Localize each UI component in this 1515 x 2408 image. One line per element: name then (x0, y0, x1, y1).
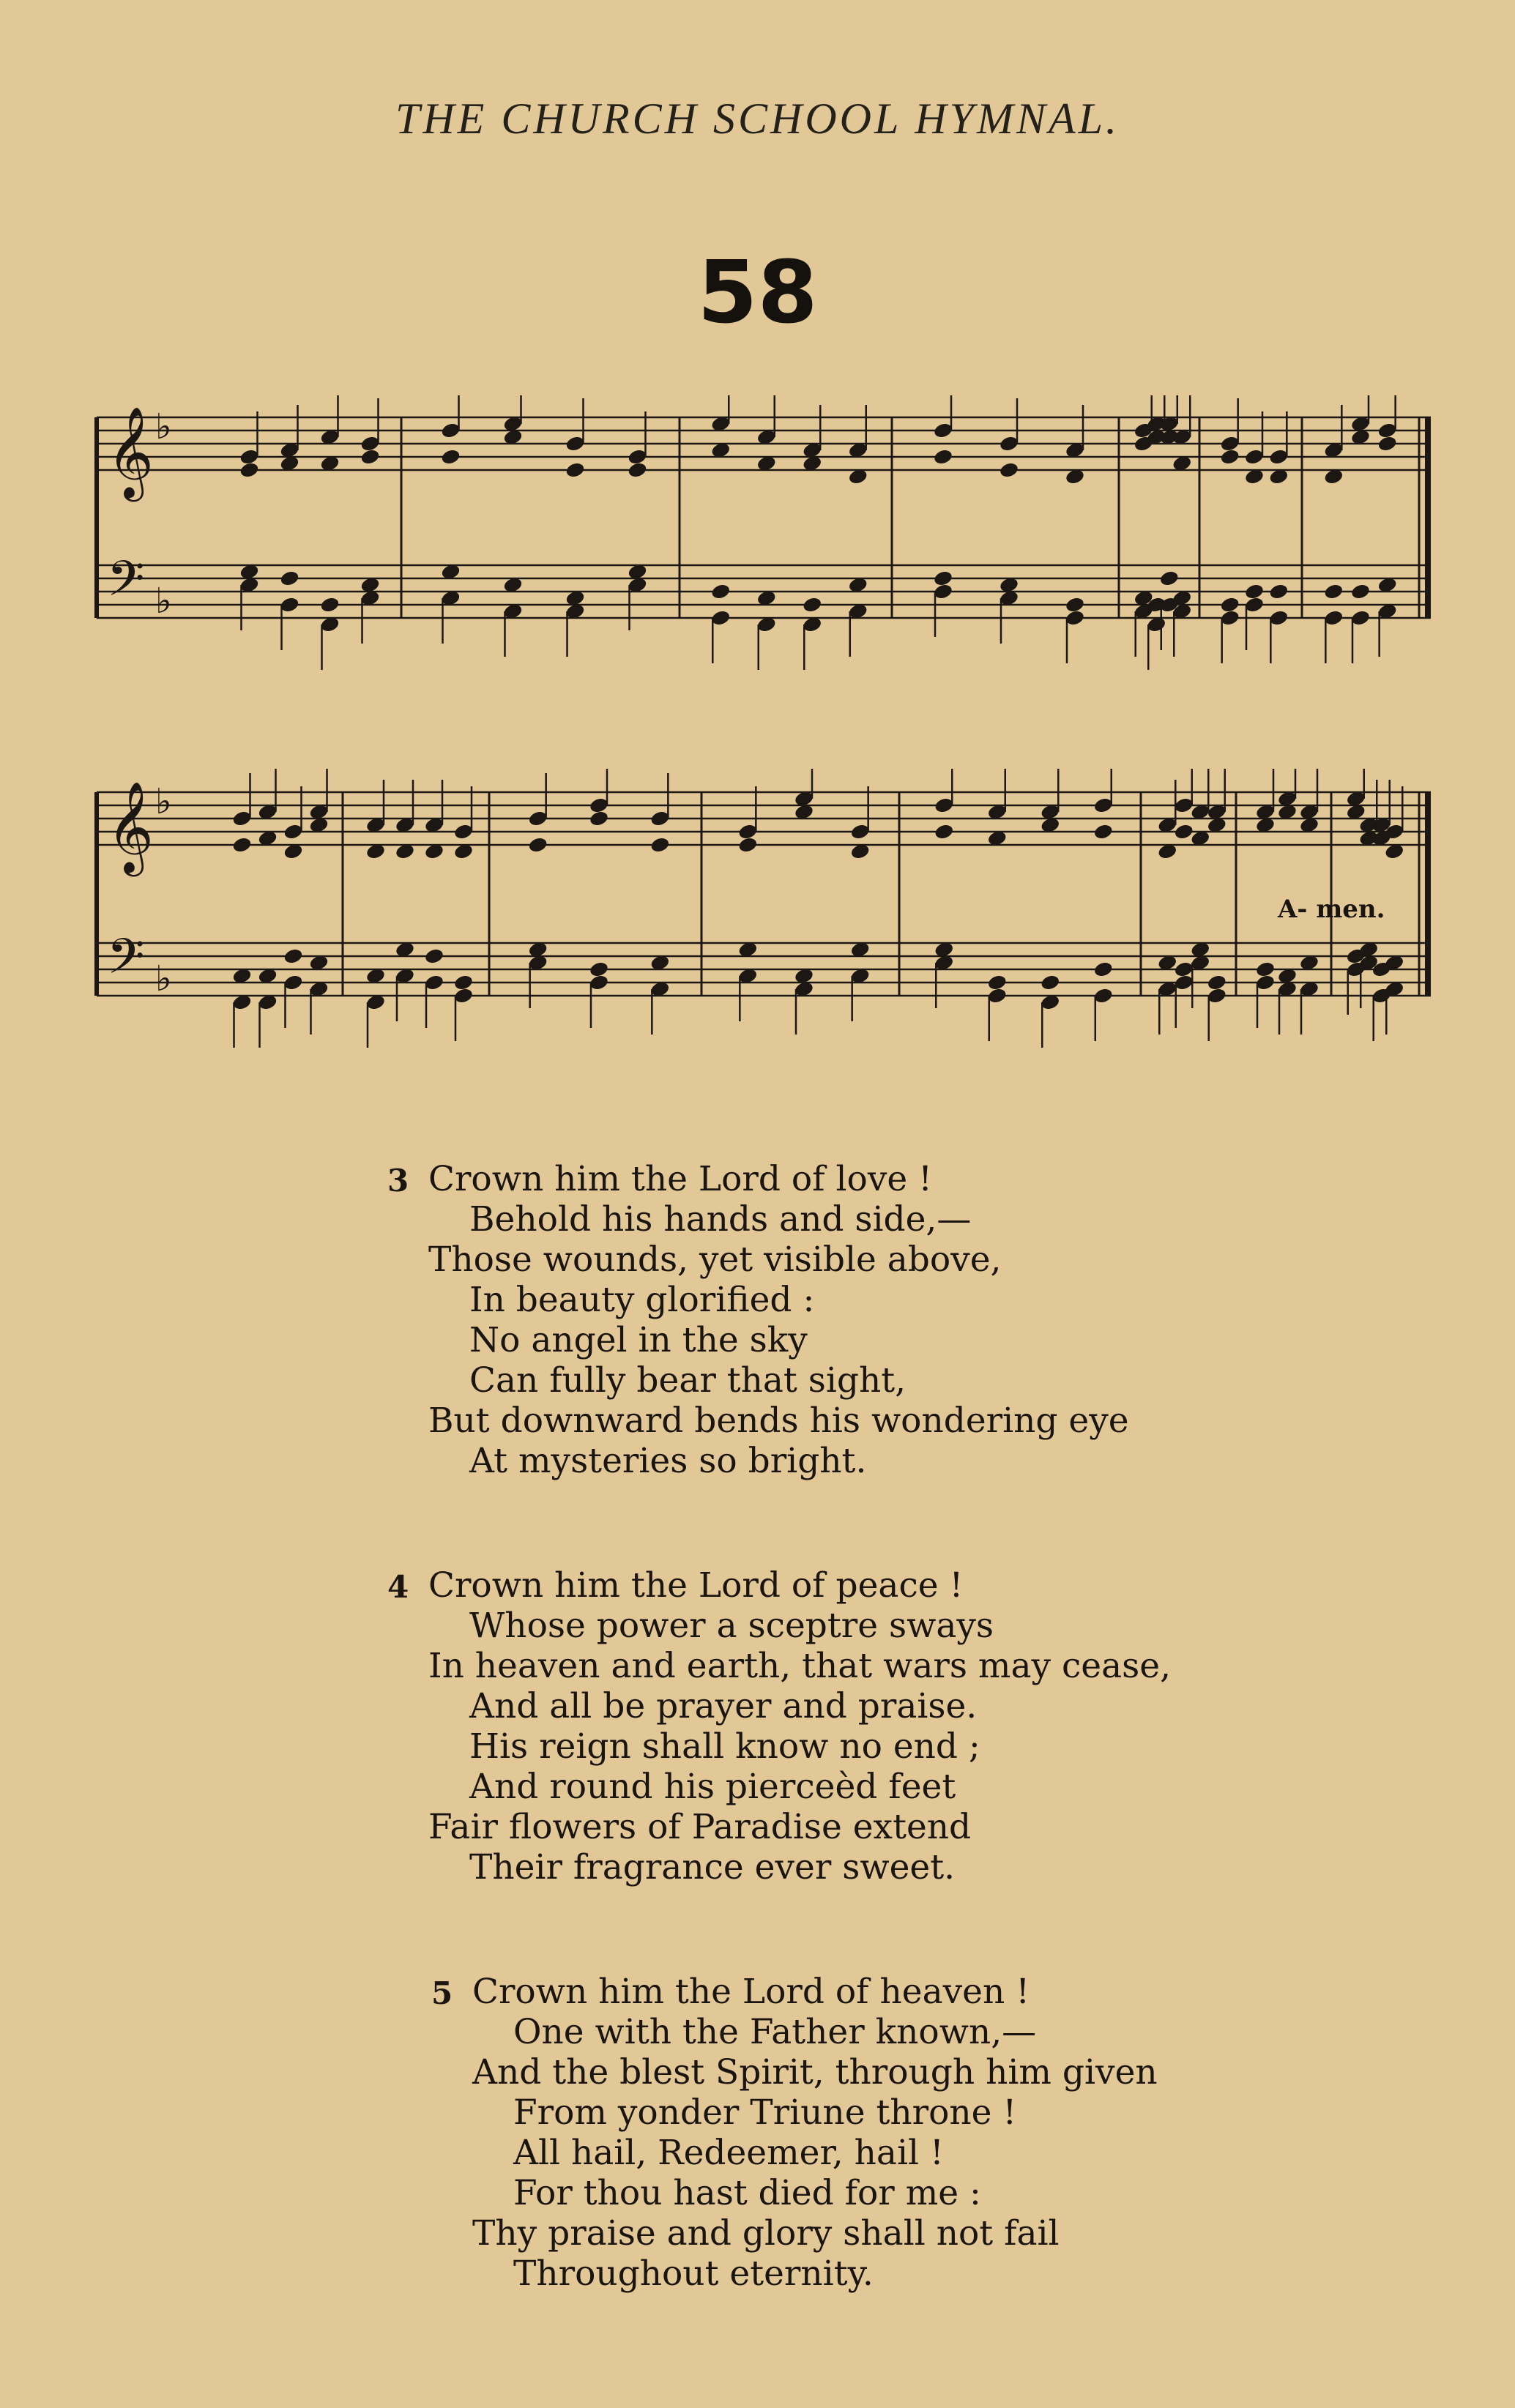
verse-line: Fair flowers of Paradise extend (428, 1807, 972, 1847)
bass-clef-icon: 𝄢 (107, 928, 145, 996)
music-system-1 (94, 395, 1434, 703)
note-head (231, 836, 252, 854)
note-head (1350, 583, 1371, 600)
verse-line: For thou hast died for me : (513, 2173, 981, 2213)
flat-sign-icon: ♭ (155, 406, 172, 447)
verse-line: Crown him the Lord of heaven ! (472, 1972, 1030, 2012)
note-head (279, 570, 299, 587)
note-head (283, 947, 303, 965)
flat-sign-icon: ♭ (155, 580, 172, 622)
note-head (527, 836, 548, 854)
verse-line: All hail, Redeemer, hail ! (513, 2133, 944, 2173)
note-head (440, 448, 461, 466)
verse-line: And round his pierceèd feet (469, 1767, 956, 1807)
verse-number: 3 (387, 1163, 409, 1199)
flat-sign-icon: ♭ (155, 958, 172, 999)
note-head (999, 461, 1019, 479)
verse-line: In beauty glorified : (469, 1280, 815, 1320)
verse-line: Behold his hands and side,— (469, 1199, 972, 1240)
verse-line: And the blest Spirit, through him given (472, 2052, 1158, 2092)
flat-sign-icon: ♭ (155, 780, 172, 822)
note-head (589, 961, 609, 978)
note-head (1093, 961, 1114, 978)
note-head (1065, 596, 1085, 614)
note-head (1219, 596, 1240, 614)
note-head (987, 974, 1008, 991)
note-head (1219, 448, 1240, 466)
amen-lyric: A- men. (1278, 895, 1385, 924)
verse-line: At mysteries so bright. (469, 1441, 867, 1481)
note-head (565, 461, 585, 479)
note-head (802, 596, 822, 614)
running-head: THE CHURCH SCHOOL HYMNAL. (395, 94, 1120, 143)
note-head (319, 596, 340, 614)
note-head (1268, 583, 1289, 600)
verse-line: Can fully bear that sight, (469, 1360, 907, 1401)
verse-line: Whose power a sceptre sways (469, 1606, 994, 1646)
note-head (1040, 974, 1060, 991)
note-head (933, 448, 953, 466)
note-head (1244, 583, 1265, 600)
note-head (1159, 570, 1180, 587)
treble-clef-icon: 𝄞 (107, 781, 154, 873)
staff-system-1 (94, 395, 1434, 703)
verse-line: His reign shall know no end ; (469, 1726, 980, 1767)
bass-clef-icon: 𝄢 (107, 551, 145, 619)
note-head (649, 836, 670, 854)
verse-5 (431, 1972, 1158, 2294)
verse-line: One with the Father known,— (513, 2012, 1037, 2052)
note-head (239, 461, 259, 479)
staff-system-2 (94, 769, 1434, 1062)
verse-line: Those wounds, yet visible above, (428, 1240, 1002, 1280)
note-head (424, 947, 444, 965)
note-head (1377, 435, 1397, 452)
note-head (1207, 974, 1227, 991)
verse-line: No angel in the sky (469, 1320, 808, 1360)
hymn-number: 58 (697, 242, 818, 343)
music-system-2 (94, 769, 1434, 1062)
treble-clef-icon: 𝄞 (107, 406, 154, 498)
verse-number: 4 (387, 1569, 409, 1605)
note-head (1093, 823, 1114, 840)
verse-line: Crown him the Lord of love ! (428, 1159, 933, 1199)
verse-line: In heaven and earth, that wars may cease, (428, 1646, 1172, 1686)
note-head (1174, 961, 1194, 978)
verse-line: And all be prayer and praise. (469, 1686, 978, 1726)
verse-4 (387, 1565, 1172, 1887)
verse-line: Thy praise and glory shall not fail (472, 2213, 1060, 2254)
verse-3 (387, 1159, 1129, 1481)
note-head (360, 448, 380, 466)
note-head (627, 461, 647, 479)
note-head (1323, 583, 1344, 600)
verse-line: Their fragrance ever sweet. (469, 1847, 956, 1887)
verse-line: From yonder Triune throne ! (513, 2092, 1017, 2133)
note-head (934, 823, 954, 840)
verse-number: 5 (431, 1975, 453, 2011)
note-head (933, 570, 953, 587)
note-head (589, 810, 609, 827)
verse-line: Throughout eternity. (513, 2254, 874, 2294)
verse-line: Crown him the Lord of peace ! (428, 1565, 964, 1606)
note-head (710, 583, 731, 600)
note-head (1174, 823, 1194, 840)
note-head (453, 974, 474, 991)
verse-line: But downward bends his wondering eye (428, 1401, 1129, 1441)
note-head (737, 836, 758, 854)
note-head (1255, 961, 1276, 978)
